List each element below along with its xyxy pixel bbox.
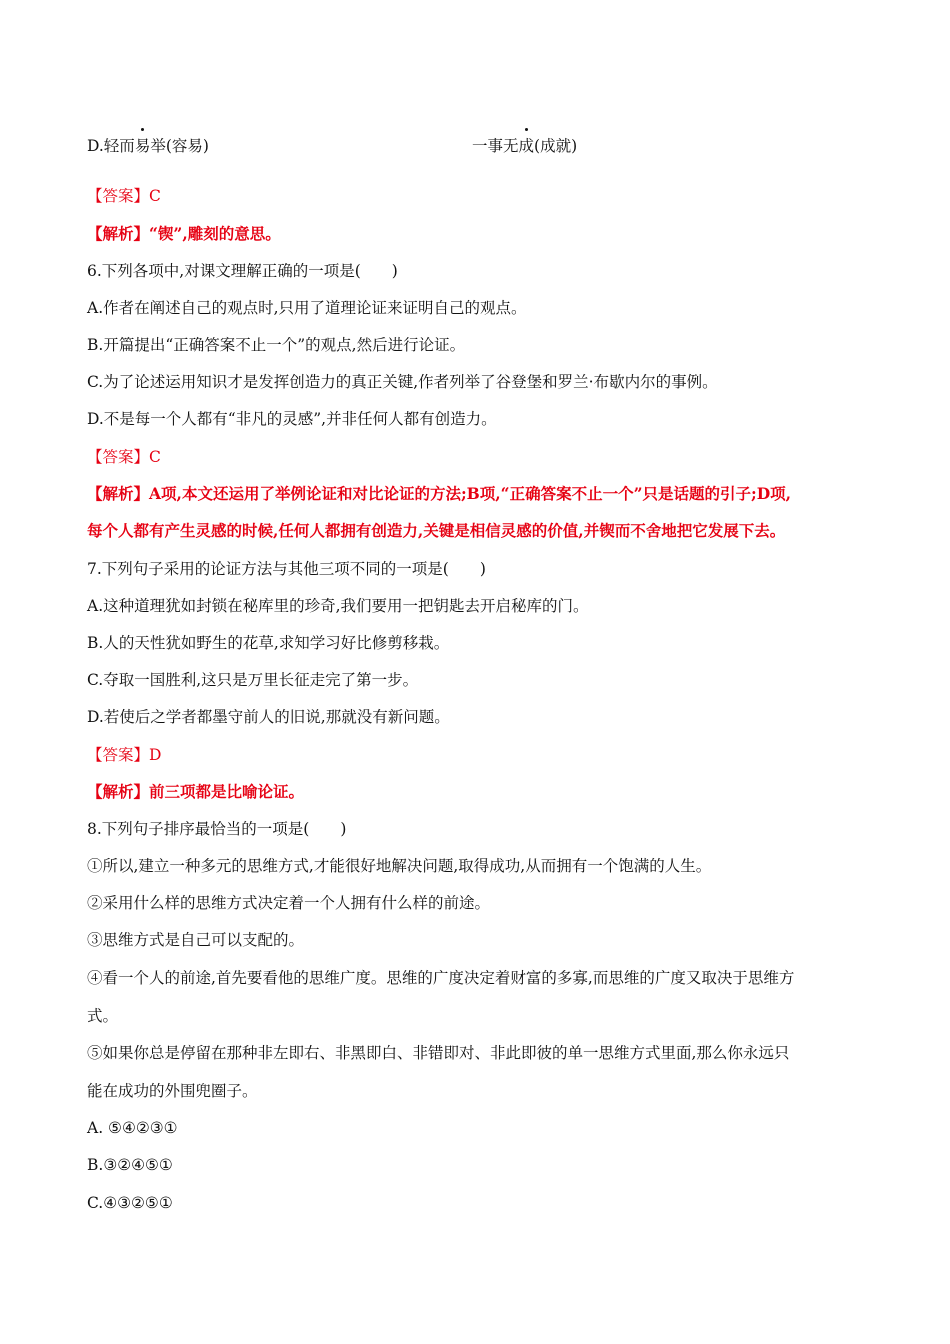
answer-label: 【答案】 <box>87 187 150 205</box>
q8-sentence-4-line-2: 式。 <box>87 1007 119 1025</box>
answer-label: 【答案】 <box>87 448 150 466</box>
q6-stem: 6.下列各项中,对课文理解正确的一项是( ) <box>87 262 398 280</box>
q6-option-a: A.作者在阐述自己的观点时,只用了道理论证来证明自己的观点。 <box>87 299 527 317</box>
q5-option-d-right-suffix: (成就) <box>534 137 578 155</box>
q8-sentence-3: ③思维方式是自己可以支配的。 <box>87 931 305 949</box>
answer-label: 【答案】 <box>87 746 150 764</box>
q5-option-d-left-suffix: 举(容易) <box>150 137 209 155</box>
q7-option-b: B.人的天性犹如野生的花草,求知学习好比修剪移栽。 <box>87 634 450 652</box>
q7-answer <box>87 745 161 765</box>
q6-option-d: D.不是每一个人都有“非凡的灵感”,并非任何人都有创造力。 <box>87 410 497 428</box>
q7-stem: 7.下列句子采用的论证方法与其他三项不同的一项是( ) <box>87 560 486 578</box>
q6-analysis-line-2: 每个人都有产生灵感的时候,任何人都拥有创造力,关键是相信灵感的价值,并锲而不舍地把它发展下去。 <box>87 521 786 540</box>
q7-option-d: D.若使后之学者都墨守前人的旧说,那就没有新问题。 <box>87 708 450 726</box>
q8-option-c: C.④③②⑤① <box>87 1194 173 1212</box>
answer-value: D <box>149 746 162 764</box>
analysis-text: 前三项都是比喻论证。 <box>149 782 305 801</box>
q8-sentence-1: ①所以,建立一种多元的思维方式,才能很好地解决问题,取得成功,从而拥有一个饱满的人生。 <box>87 857 712 875</box>
analysis-text: A项,本文还运用了举例论证和对比论证的方法;B项,“正确答案不止一个”只是话题的引子;D项, <box>149 484 792 503</box>
q8-stem: 8.下列句子排序最恰当的一项是( ) <box>87 820 347 838</box>
q8-sentence-5-line-2: 能在成功的外围兜圈子。 <box>87 1082 258 1100</box>
analysis-text: “锲”,雕刻的意思。 <box>149 224 281 243</box>
q5-option-d-right-dotted-char: 成 <box>518 137 535 155</box>
q5-option-d-left <box>87 136 209 156</box>
q6-answer <box>87 447 161 467</box>
q5-analysis <box>87 224 281 244</box>
q7-option-a: A.这种道理犹如封锁在秘库里的珍奇,我们要用一把钥匙去开启秘库的门。 <box>87 597 589 615</box>
q8-sentence-5-line-1: ⑤如果你总是停留在那种非左即右、非黑即白、非错即对、非此即彼的单一思维方式里面,那么你永远只 <box>87 1044 790 1062</box>
analysis-label: 【解析】 <box>87 484 150 503</box>
q8-option-b: B.③②④⑤① <box>87 1156 173 1174</box>
q5-option-d-left-dotted-char: 易 <box>134 137 151 155</box>
analysis-label: 【解析】 <box>87 224 150 243</box>
q5-option-d-right-prefix: 一事无 <box>472 137 519 155</box>
q7-analysis <box>87 782 304 802</box>
q5-option-d-left-prefix: D.轻而 <box>87 137 135 155</box>
q8-sentence-2: ②采用什么样的思维方式决定着一个人拥有什么样的前途。 <box>87 894 491 912</box>
q6-option-c: C.为了论述运用知识才是发挥创造力的真正关键,作者列举了谷登堡和罗兰·布歇内尔的事例。 <box>87 373 718 391</box>
q7-option-c: C.夺取一国胜利,这只是万里长征走完了第一步。 <box>87 671 419 689</box>
analysis-label: 【解析】 <box>87 782 150 801</box>
answer-value: C <box>149 187 161 205</box>
answer-value: C <box>149 448 161 466</box>
q6-analysis-line-1 <box>87 484 791 504</box>
q8-option-a: A. ⑤④②③① <box>87 1119 178 1137</box>
q8-sentence-4-line-1: ④看一个人的前途,首先要看他的思维广度。思维的广度决定着财富的多寡,而思维的广度又取决于思维方 <box>87 969 795 987</box>
q5-option-d-right <box>472 136 577 156</box>
q6-option-b: B.开篇提出“正确答案不止一个”的观点,然后进行论证。 <box>87 336 466 354</box>
q5-answer <box>87 186 161 206</box>
